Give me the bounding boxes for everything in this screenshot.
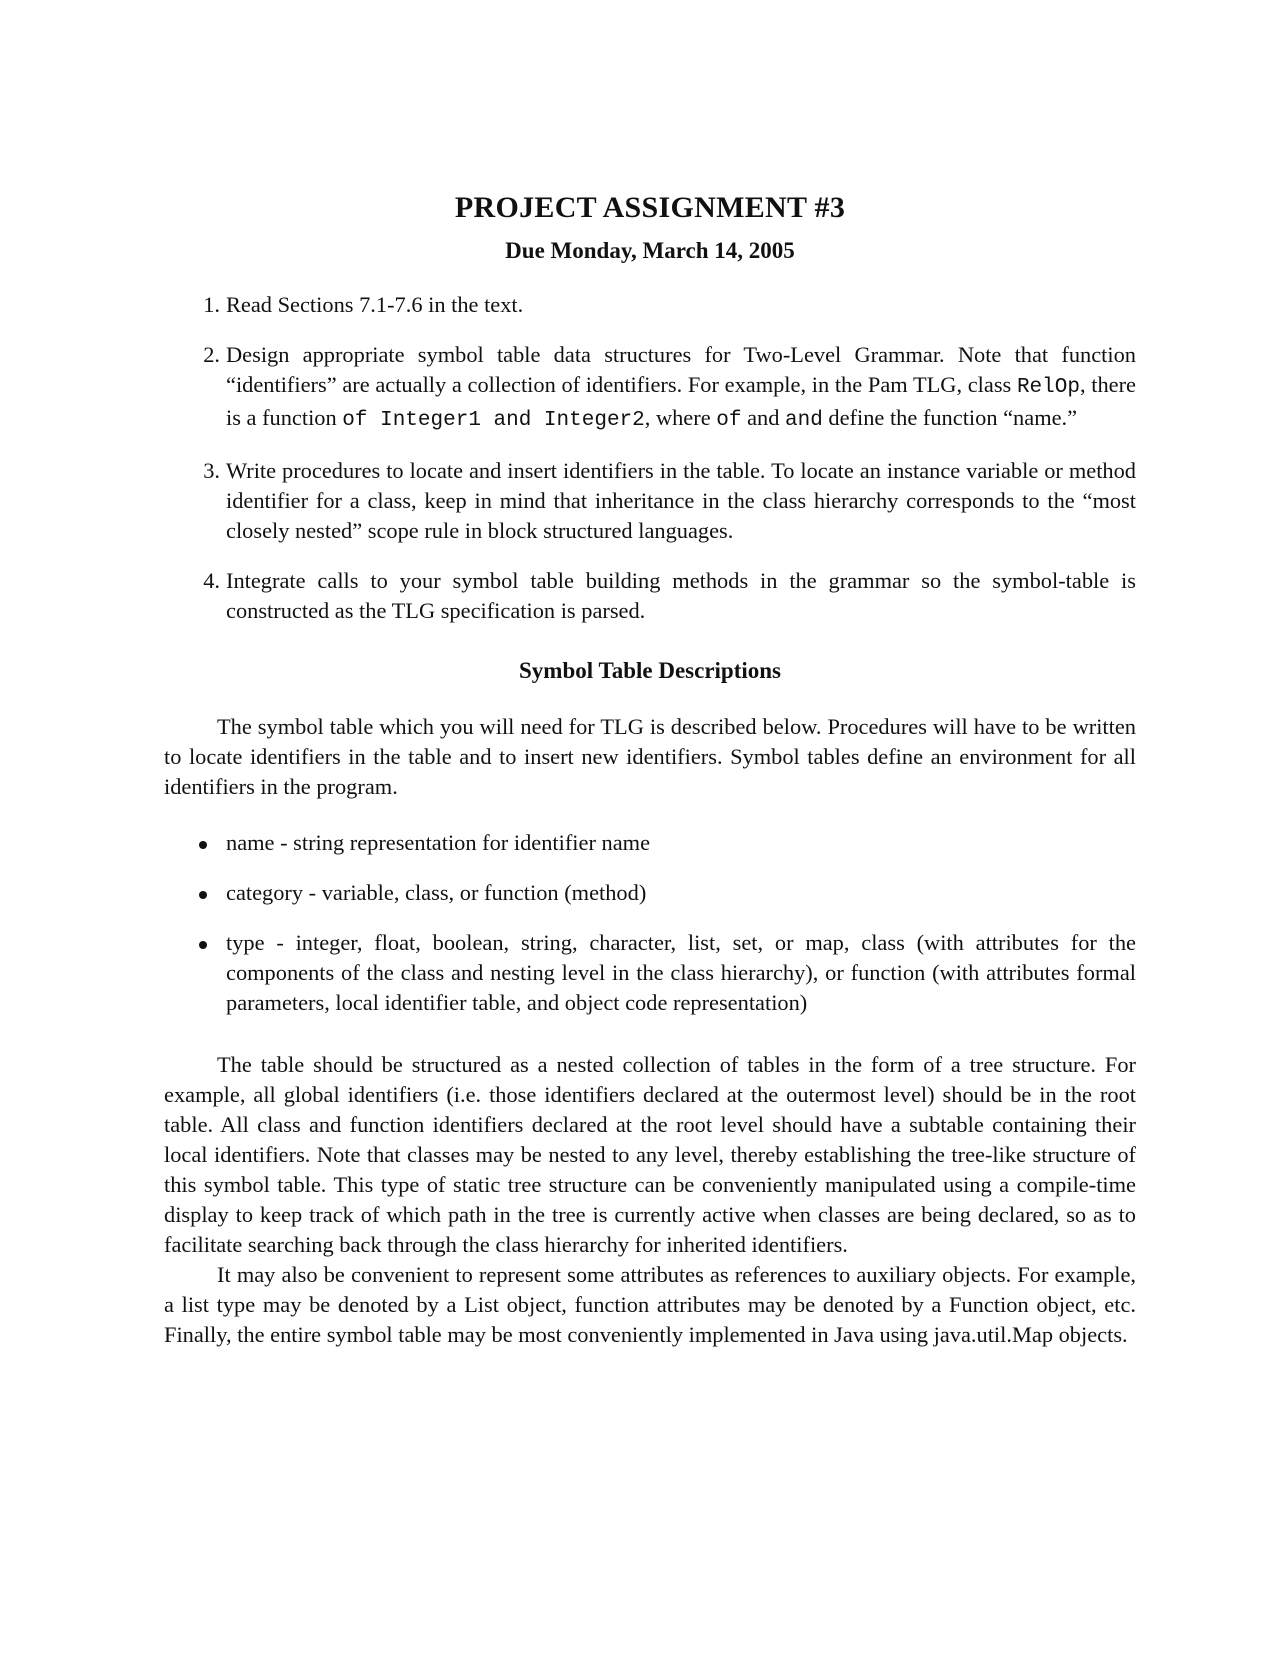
section-heading: Symbol Table Descriptions — [519, 658, 781, 683]
bullet-icon — [199, 941, 207, 949]
task-item-3 — [164, 456, 1136, 546]
code-and: and — [785, 409, 823, 432]
task-text: Read Sections 7.1-7.6 in the text. — [226, 292, 524, 317]
task-text: Integrate calls to your symbol table building methods in the grammar so the symbol-table is constructed as the TLG specification is parsed. — [226, 568, 1136, 623]
code-of: of — [716, 409, 742, 432]
task-text-part: , there is a function — [226, 372, 1136, 430]
task-text-part: define the function “name.” — [822, 405, 1078, 430]
auxiliary-objects-paragraph: It may also be convenient to represent some attributes as references to auxiliary objects. For example, a list type may be denoted by a List object, function attributes may be denoted by a Function object, etc. Finally, the entire symbol table may be most conveniently implemented in Java using java.util.Map objects. — [164, 1262, 1136, 1347]
attribute-item-category — [164, 878, 1136, 908]
code-function-signature: of Integer1 and Integer2 — [342, 409, 645, 432]
task-text-part: Design appropriate symbol table data structures for Two-Level Grammar. Note that function “identifiers” are actually a collection of identifiers. For example, in the Pam TLG, class — [226, 342, 1136, 397]
code-relop: RelOp — [1016, 376, 1080, 399]
task-item-2 — [164, 340, 1136, 436]
due-date: Due Monday, March 14, 2005 — [505, 238, 795, 263]
tree-structure-paragraph: The table should be structured as a nested collection of tables in the form of a tree structure. For example, all global identifiers (i.e. those identifiers declared at the outermost level) should be in the root table. All class and function identifiers declared at the root level should have a subtable containing their local identifiers. Note that classes may be nested to any level, thereby establishing the tree-like structure of this symbol table. This type of static tree structure can be conveniently manipulated using a compile-time display to keep track of which path in the tree is currently active when classes are being declared, so as to facilitate searching back through the class hierarchy for inherited identifiers. — [164, 1052, 1136, 1257]
attribute-text: type - integer, float, boolean, string, character, list, set, or map, class (with attributes for the components of the class and nesting level in the class hierarchy), or function (with attributes formal parameters, local identifier table, and object code representation) — [226, 930, 1136, 1015]
task-list — [164, 290, 1136, 626]
task-number: 1. — [203, 292, 220, 317]
task-text: Write procedures to locate and insert identifiers in the table. To locate an instance variable or method identifier for a class, keep in mind that inheritance in the class hierarchy corresponds to the “most closely nested” scope rule in block structured languages. — [226, 458, 1136, 543]
bullet-icon — [199, 841, 207, 849]
task-text-part: , where — [644, 405, 717, 430]
document-page — [164, 190, 1136, 1350]
attribute-list — [164, 828, 1136, 1018]
task-text — [226, 342, 1136, 430]
task-number: 2. — [203, 342, 220, 367]
page-title: PROJECT ASSIGNMENT #3 — [454, 191, 846, 224]
attribute-item-name — [164, 828, 1136, 858]
task-item-1 — [164, 290, 1136, 320]
attribute-text: category - variable, class, or function (method) — [226, 880, 647, 905]
bullet-icon — [199, 891, 207, 899]
task-item-4 — [164, 566, 1136, 626]
intro-paragraph: The symbol table which you will need for TLG is described below. Procedures will have to be written to locate identifiers in the table and to insert new identifiers. Symbol tables define an environment for all identifiers in the program. — [164, 714, 1136, 799]
attribute-item-type — [164, 928, 1136, 1018]
task-text-part: and — [741, 405, 785, 430]
attribute-text: name - string representation for identifier name — [226, 830, 651, 855]
task-number: 4. — [203, 568, 220, 593]
task-number: 3. — [203, 458, 220, 483]
